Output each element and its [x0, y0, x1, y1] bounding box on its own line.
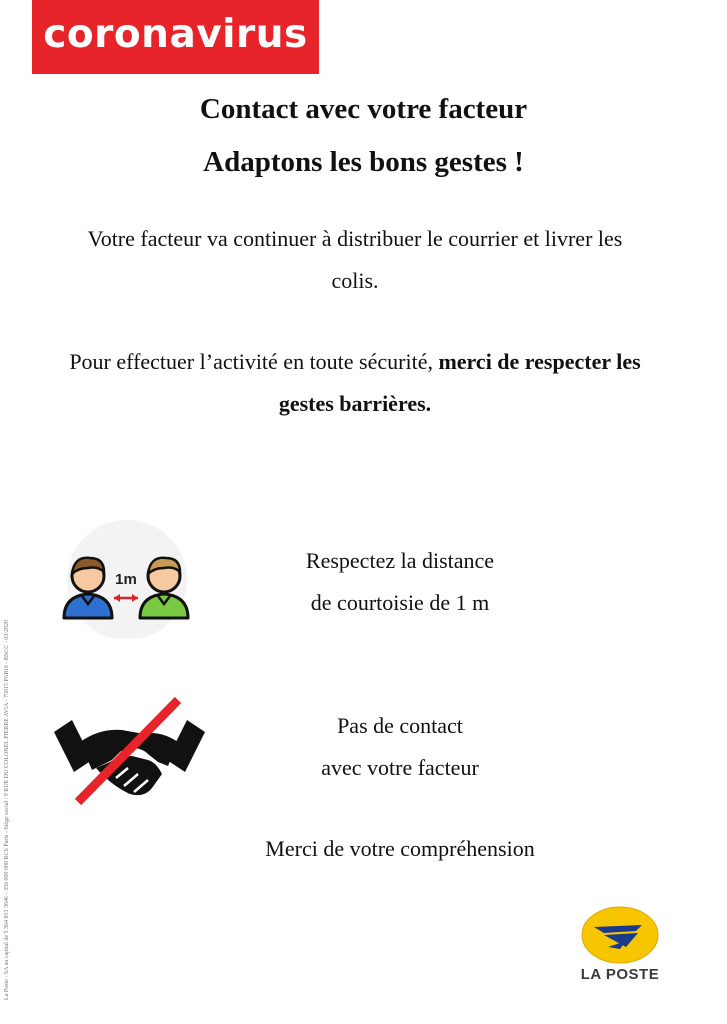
safety-line-1-regular: Pour effectuer l’activité en toute sécurité, — [69, 349, 439, 374]
intro-line-2: colis. — [331, 268, 379, 293]
headline-line-1: Contact avec votre facteur — [199, 93, 528, 125]
safety-paragraph — [40, 341, 670, 425]
distance-line-2: de courtoisie de 1 m — [310, 590, 490, 615]
no-contact-line-2: avec votre facteur — [321, 755, 479, 780]
distance-badge: 1m — [115, 571, 137, 588]
intro-line-1: Votre facteur va continuer à distribuer le courrier et livrer les — [87, 226, 623, 251]
two-people-distance-icon — [52, 518, 202, 638]
distance-line-1: Respectez la distance — [305, 548, 495, 573]
safety-line-1-bold: merci de respecter les — [438, 349, 641, 374]
banner-label: coronavirus — [43, 11, 308, 57]
coronavirus-banner — [32, 0, 319, 74]
headline-line-2: Adaptons les bons gestes ! — [203, 146, 524, 178]
no-contact-caption — [240, 705, 560, 789]
brand-name: LA POSTE — [580, 966, 660, 983]
distance-caption — [240, 540, 560, 624]
safety-line-2-bold: gestes barrières. — [278, 391, 432, 416]
thanks-text: Merci de votre compréhension — [265, 836, 535, 861]
intro-paragraph — [40, 218, 670, 302]
no-handshake-icon — [52, 690, 207, 810]
no-contact-line-1: Pas de contact — [337, 713, 463, 738]
side-legal-text: La Poste - SA au capital de 5 364 851 364€ - 356 000 000 RCS Paris - Siège social : 9 RUE DU COLONEL PIERRE AVIA - 75015 PARIS - BSCC - 03/2020 — [4, 620, 10, 1000]
